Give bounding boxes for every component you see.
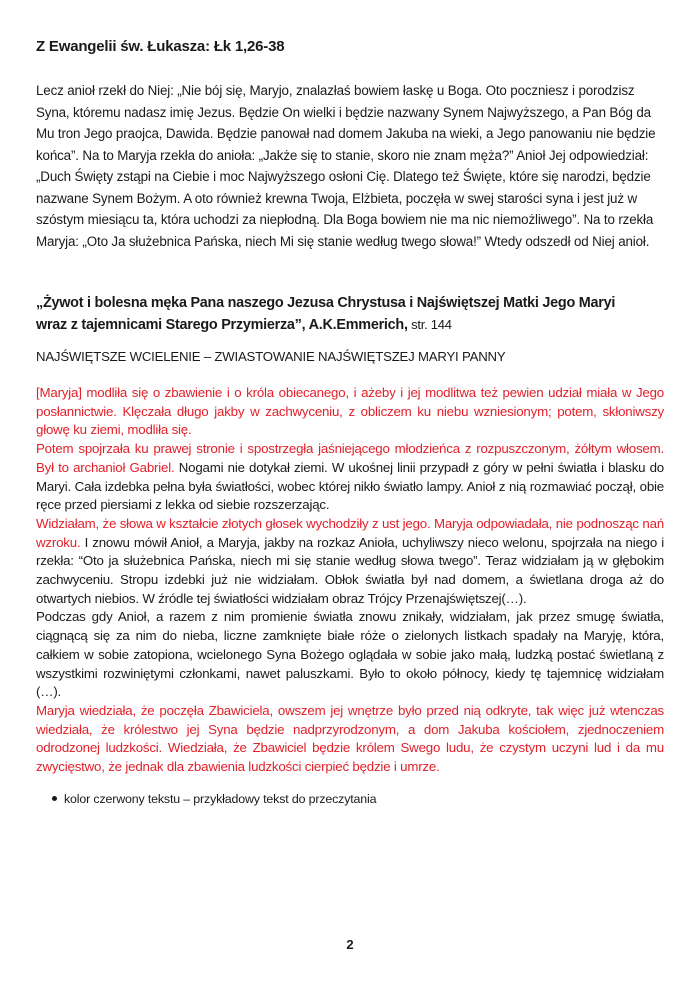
paragraph-2-black: Nogami nie dotykał ziemi. W ukośnej linii przypadł z góry w pełni światła i blasku do Maryi. Cała izdebka pełna była światłości, wobec której nikło światło lampy. Anioł z nią rozmawiać począł, obie ręce przed piersiami z lekka od siebie rozszerzając. <box>36 459 665 513</box>
book-title-line2: wraz z tajemnicami Starego Przymierza”, <box>36 317 306 333</box>
book-page-ref: str. 144 <box>407 317 452 332</box>
paragraph-1: [Maryja] modliła się o zbawienie i o króla obiecanego, i ażeby i jej modlitwa też pewien udział miała w Jego posłannictwie. Klęczała długo jakby w zachwyceniu, z obliczem ku niebu wzniesionym; potem, skłoniwszy głowę ku ziemi, modliła się. <box>36 385 664 438</box>
bullet-icon <box>52 796 57 801</box>
gospel-heading: Z Ewangelii św. Łukasza: Łk 1,26-38 <box>36 38 285 55</box>
legend-text: kolor czerwony tekstu – przykładowy tekst do przeczytania <box>64 792 377 806</box>
passage <box>36 384 664 777</box>
paragraph-2 <box>36 440 664 515</box>
paragraph-3 <box>36 515 664 609</box>
paragraph-2-red: Potem spojrzała ku prawej stronie i spostrzegła jaśniejącego młodzieńca z rozpuszczonym, żółtym włosem. Był to archanioł Gabriel. <box>36 441 664 475</box>
gospel-text: Lecz anioł rzekł do Niej: „Nie bój się, Maryjo, znalazłaś bowiem łaskę u Boga. Oto poczniesz i porodzisz Syna, któremu nadasz imię Jezus. Będzie On wielki i będzie nazwany Synem Najwyższego, a Pan Bóg da Mu tron Jego praojca, Dawida. Będzie panował nad domem Jakuba na wieki, a Jego panowaniu nie będzie końca”. Na to Maryja rzekła do anioła: „Jakże się to stanie, skoro nie znam męża?” Anioł Jej odpowiedział: „Duch Święty zstąpi na Ciebie i moc Najwyższego osłoni Cię. Dlatego też Święte, które się narodzi, będzie nazwane Synem Bożym. A oto również krewna Twoja, Elżbieta, poczęła w swej starości syna i jest już w szóstym miesiącu ta, która uchodzi za niepłodną. Dla Boga bowiem nie ma nic niemożliwego”. Na to rzekła Maryja: „Oto Ja służebnica Pańska, niech Mi się stanie według twego słowa!” Wtedy odszedł od Niej anioł. <box>36 83 656 249</box>
book-author: A.K.Emmerich, <box>305 317 408 333</box>
chapter-title: NAJŚWIĘTSZE WCIELENIE – ZWIASTOWANIE NAJŚWIĘTSZEJ MARYI PANNY <box>36 349 506 364</box>
page-number: 2 <box>346 937 354 952</box>
paragraph-3-red: Widziałam, że słowa w kształcie złotych głosek wychodziły z ust jego. Maryja odpowiadała, nie podnosząc nań wzroku. <box>36 515 664 550</box>
book-title <box>36 293 664 336</box>
paragraph-5: Maryja wiedziała, że poczęła Zbawiciela, owszem jej wnętrze było przed nią odkryte, tak więc już wtenczas wiedziała, że królestwo jej Syna będzie nadprzyrodzonym, a dom Jakuba kościołem, zjednoczeniem odrodzonej ludzkości. Wiedziała, że Zbawiciel będzie królem Swego ludu, że czystym uczyni lud i da mu zwycięstwo, że jednak dla zbawienia ludzkości cierpieć będzie i umrze. <box>36 702 664 775</box>
paragraph-4: Podczas gdy Anioł, a razem z nim promienie światła znowu znikały, widziałam, jak przez smugę światła, ciągnącą się za nim do nieba, liczne zamknięte białe róże o zielonych listkach spadały na Maryję, która, całkiem w sobie zatopiona, wcielonego Syna Bożego oglądała w sobie jako małą, ludzką postać świetlaną z wszystkimi rozwiniętymi członkami, nawet paluszkami. Było to około północy, kiedy tę tajemnicę widziałam (…). <box>36 609 664 700</box>
paragraph-3-black: I znowu mówił Anioł, a Maryja, jakby na rozkaz Anioła, uchyliwszy nieco welonu, spojrzała na niego i rzekła: “Oto ja służebnica Pańska, niech mi się stanie według słowa twego”. Teraz widziałam ją w głębokim zachwyceniu. Stropu izdebki już nie widziałam. Obłok światła był nad domem, a świetlana droga aż do otwartych niebios. W źródle tej światłości widziałam obraz Trójcy Przenajświętszej(…). <box>36 534 664 606</box>
legend-bullet <box>52 792 376 806</box>
book-title-line1: „Żywot i bolesna męka Pana naszego Jezusa Chrystusa i Najświętszej Matki Jego Maryi <box>36 295 616 311</box>
